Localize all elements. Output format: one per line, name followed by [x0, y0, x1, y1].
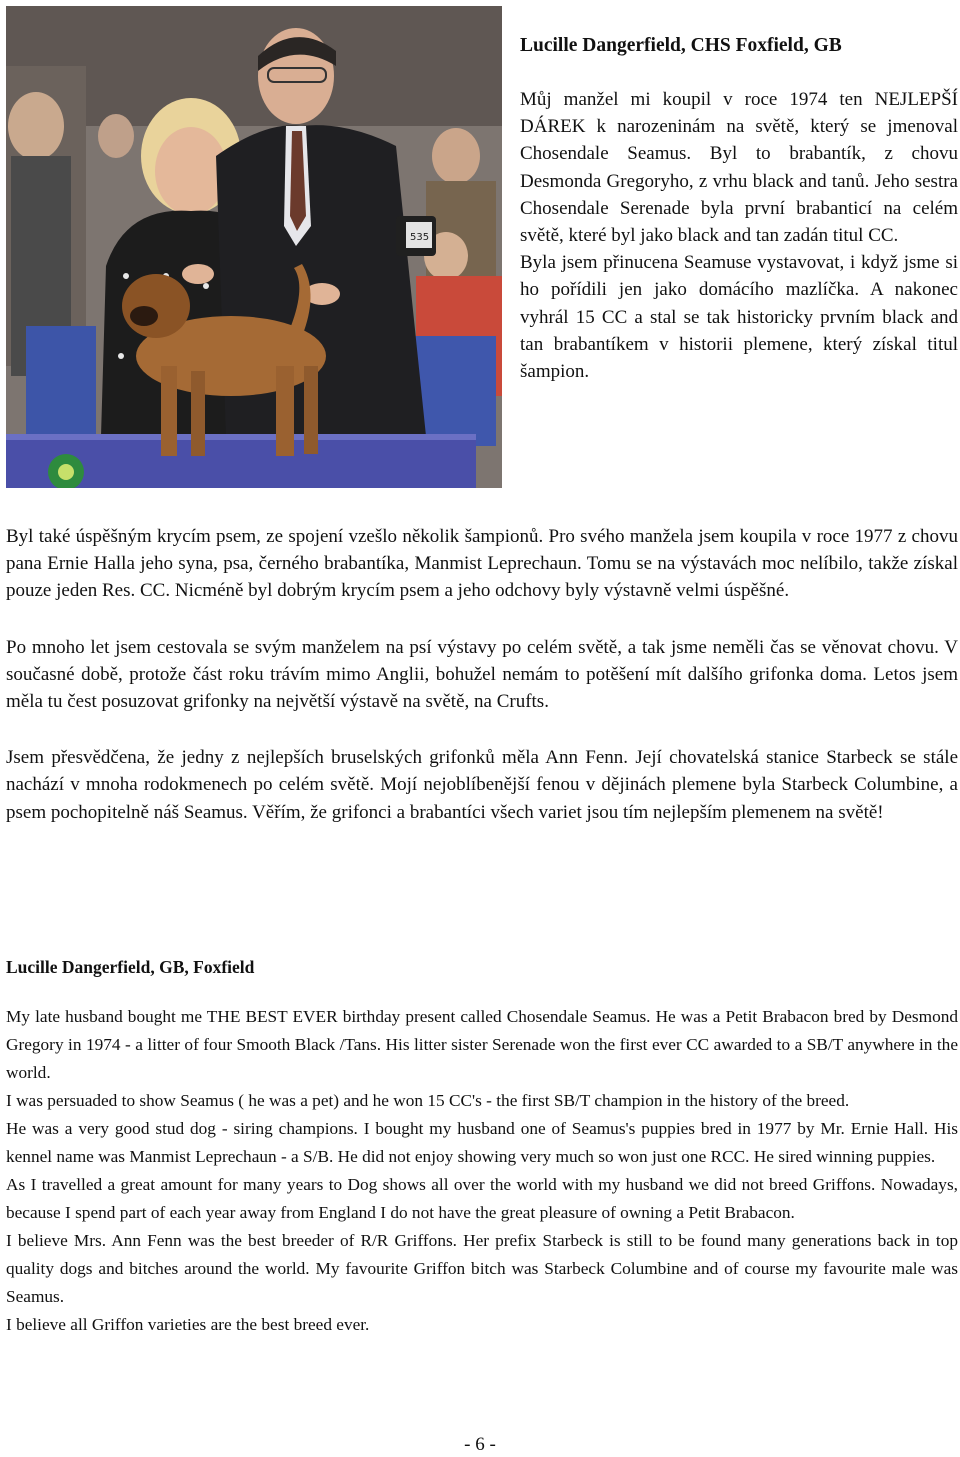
english-body — [6, 1003, 958, 1339]
czech-intro-column — [520, 32, 958, 385]
czech-intro-paragraph-2: Byla jsem přinucena Seamuse vystavovat, i když jsme si ho pořídili jen jako domácího mazlíčka. A nakonec vyhrál 15 CC a stal se tak historicky prvním black and tan brabantíkem v historii plemene, který získal titul šampion. — [520, 252, 958, 383]
photo-illustration — [6, 6, 502, 488]
english-paragraph-6: I believe all Griffon varieties are the best breed ever. — [6, 1315, 370, 1334]
english-paragraph-3: He was a very good stud dog - siring champions. I bought my husband one of Seamus's puppies bred in 1977 by Mr. Ernie Hall. His kennel name was Manmist Leprechaun - a S/B. He did not enjoy showing very much so won just one RCC. He sired winning puppies. — [6, 1119, 958, 1166]
english-paragraph-4: As I travelled a great amount for many years to Dog shows all over the world with my husband we did not breed Griffons. Nowadays, because I spend part of each year away from England I do not have the great pleasure of owning a Petit Brabacon. — [6, 1175, 958, 1222]
english-paragraph-2: I was persuaded to show Seamus ( he was a pet) and he won 15 CC's - the first SB/T champion in the history of the breed. — [6, 1091, 850, 1110]
czech-body — [6, 523, 958, 855]
czech-title: Lucille Dangerfield, CHS Foxfield, GB — [520, 35, 842, 56]
english-title: Lucille Dangerfield, GB, Foxfield — [6, 957, 255, 977]
czech-paragraph-4: Po mnoho let jsem cestovala se svým manželem na psí výstavy po celém světě, a tak jsme neměli čas se věnovat chovu. V současné době, protože část roku trávím mimo Anglii, bohužel nemám to potěšení mít dalšího grifonka doma. Letos jsem měla tu čest posuzovat grifonky na největší výstavě na světě, na Crufts. — [6, 636, 958, 713]
article-photo — [6, 6, 502, 488]
page-number: - 6 - — [464, 1434, 496, 1455]
czech-paragraph-3: Byl také úspěšným krycím psem, ze spojení vzešlo několik šampionů. Pro svého manžela jsem koupila v roce 1977 z chovu pana Ernie Halla jeho syna, psa, černého brabantíka, Manmist Leprechaun. Tomu se na výstavách moc nelíbilo, takže získal pouze jeden Res. CC. Nicméně byl dobrým krycím psem a jeho odchovy byly výstavně velmi úspěšné. — [6, 526, 958, 602]
czech-paragraph-5: Jsem přesvědčena, že jedny z nejlepších bruselských grifonků měla Ann Fenn. Její chovatelská stanice Starbeck se stále nachází v mnoha rodokmenech po celém světě. Mojí nejoblíbenější fenou v dějinách plemene byla Starbeck Columbine, a psem pochopitelně náš Seamus. Věřím, že grifonci a brabantíci všech variet jsou tím nejlepším plemenem na světě! — [6, 747, 958, 823]
english-paragraph-1: My late husband bought me THE BEST EVER birthday present called Chosendale Seamus. He was a Petit Brabacon bred by Desmond Gregory in 1974 - a litter of four Smooth Black /Tans. His litter sister Serenade won the first ever CC awarded to a SB/T anywhere in the world. — [6, 1007, 958, 1082]
english-paragraph-5: I believe Mrs. Ann Fenn was the best breeder of R/R Griffons. Her prefix Starbeck is still to be found many generations back in top quality dogs and bitches around the world. My favourite Griffon bitch was Starbeck Columbine and of course my favourite male was Seamus. — [6, 1231, 958, 1306]
czech-intro-paragraph-1: Můj manžel mi koupil v roce 1974 ten NEJLEPŠÍ DÁREK k narozeninám na světě, který se jmenoval Chosendale Seamus. Byl to brabantík, z chovu Desmonda Gregoryho, z vrhu black and tanů. Jeho sestra Chosendale Serenade byla první brabanticí na celém světě, které byl jako black and tan zadán titul CC. — [520, 89, 958, 247]
armband-number: 535 — [410, 232, 430, 243]
